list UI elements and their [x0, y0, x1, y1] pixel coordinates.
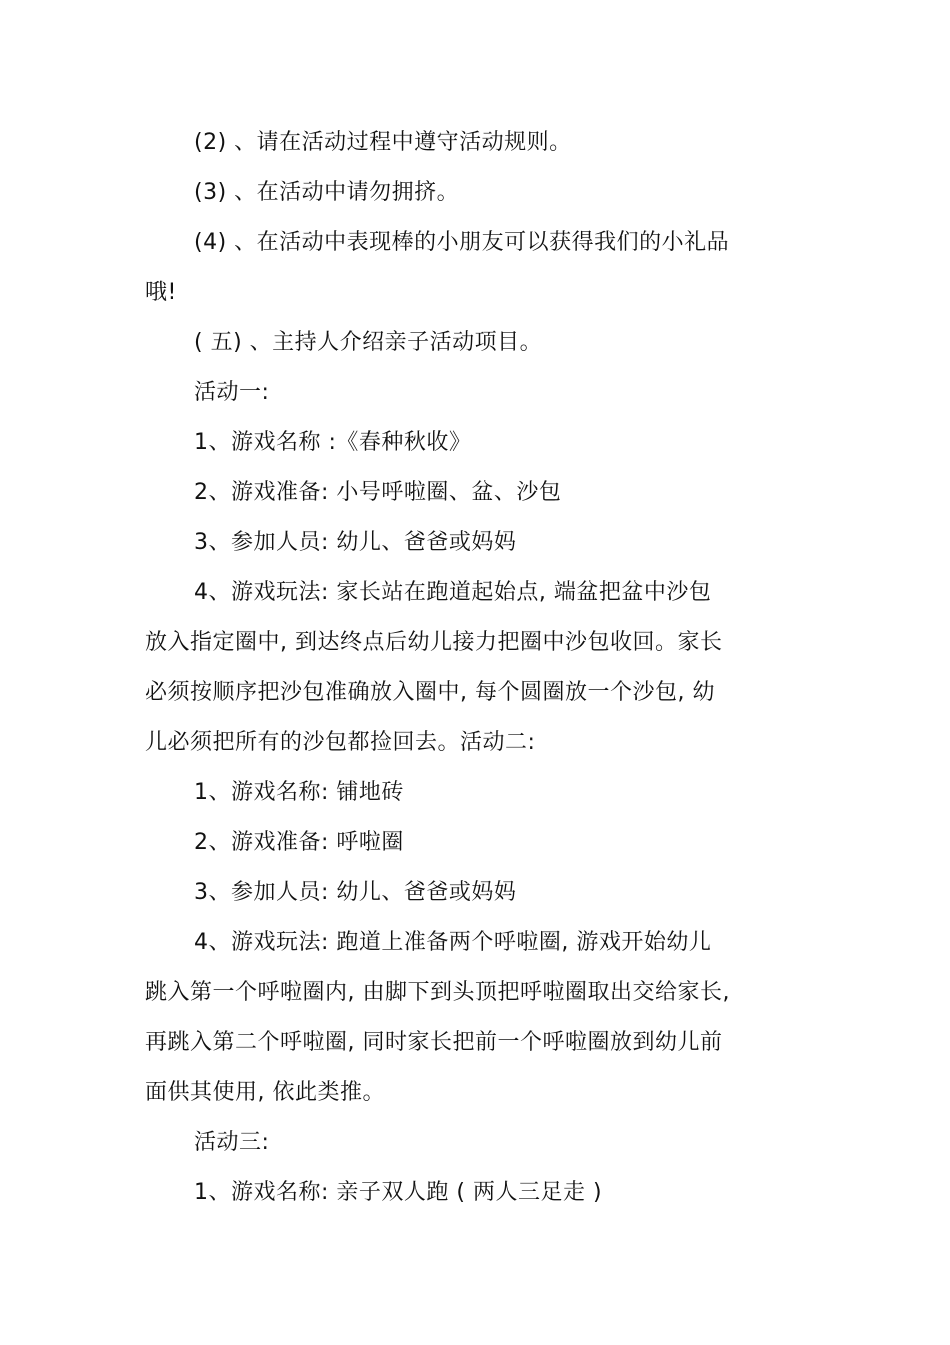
document-body [145, 118, 755, 1218]
rule-item-3: (3) 、在活动中请勿拥挤。 [194, 180, 460, 205]
activity-3-heading: 活动三: [194, 1130, 270, 1155]
activity-2-rules-line-3: 再跳入第二个呼啦圈, 同时家长把前一个呼啦圈放到幼儿前 [145, 1030, 723, 1055]
activity-2-rules: 4、游戏玩法: 跑道上准备两个呼啦圈, 游戏开始幼儿 [194, 930, 712, 955]
activity-2-preparation: 2、游戏准备: 呼啦圈 [194, 830, 404, 855]
activity-1-name: 1、游戏名称 :《春种秋收》 [194, 430, 472, 455]
rule-item-2: (2) 、请在活动过程中遵守活动规则。 [194, 130, 572, 155]
activity-3-name: 1、游戏名称: 亲子双人跑 ( 两人三足走 ) [194, 1180, 603, 1205]
activity-2-name: 1、游戏名称: 铺地砖 [194, 780, 404, 805]
activity-2-rules-line-4: 面供其使用, 依此类推。 [145, 1080, 385, 1105]
section-heading-5: ( 五) 、主持人介绍亲子活动项目。 [194, 330, 543, 355]
activity-1-rules-line-4: 儿必须把所有的沙包都捡回去。活动二: [145, 730, 536, 755]
rule-item-4-continued: 哦! [145, 280, 177, 305]
activity-2-rules-line-2: 跳入第一个呼啦圈内, 由脚下到头顶把呼啦圈取出交给家长, [145, 980, 730, 1005]
activity-1-participants: 3、参加人员: 幼儿、爸爸或妈妈 [194, 530, 517, 555]
activity-1-preparation: 2、游戏准备: 小号呼啦圈、盆、沙包 [194, 480, 562, 505]
activity-1-rules-line-3: 必须按顺序把沙包准确放入圈中, 每个圆圈放一个沙包, 幼 [145, 680, 715, 705]
activity-1-rules: 4、游戏玩法: 家长站在跑道起始点, 端盆把盆中沙包 [194, 580, 712, 605]
rule-item-4: (4) 、在活动中表现棒的小朋友可以获得我们的小礼品 [194, 230, 730, 255]
activity-2-participants: 3、参加人员: 幼儿、爸爸或妈妈 [194, 880, 517, 905]
activity-1-heading: 活动一: [194, 380, 270, 405]
activity-1-rules-line-2: 放入指定圈中, 到达终点后幼儿接力把圈中沙包收回。家长 [145, 630, 723, 655]
